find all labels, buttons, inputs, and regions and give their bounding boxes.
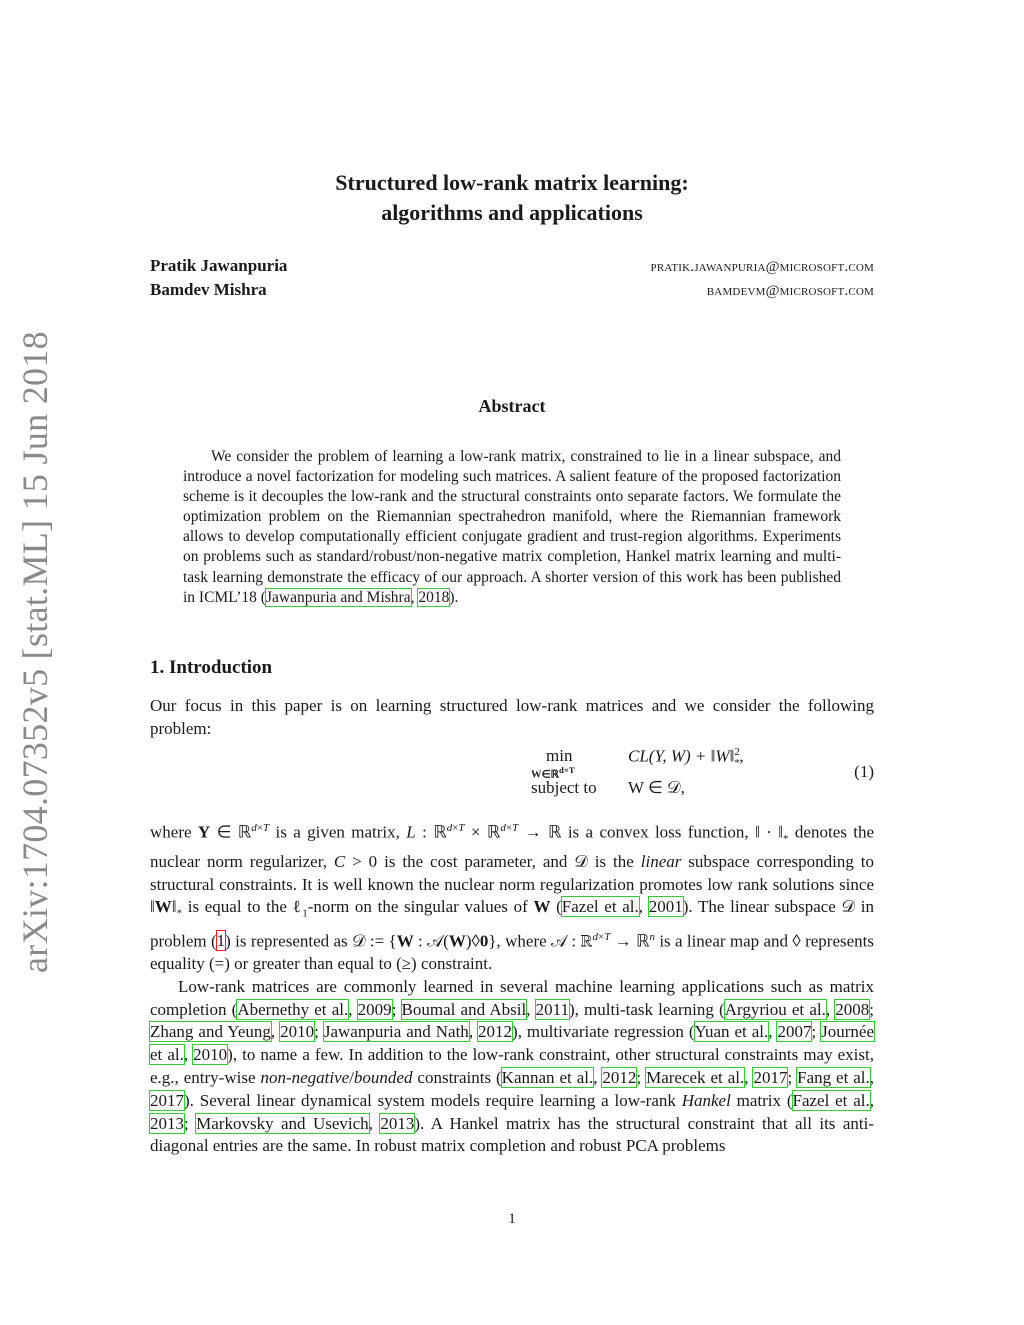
citation-link[interactable]: Yuan et al. [694, 1022, 769, 1042]
citation-year-link[interactable]: 2012 [478, 1022, 513, 1042]
citation-year-link[interactable]: 2009 [357, 999, 392, 1019]
citation-link[interactable]: Marecek et al. [646, 1068, 745, 1088]
citation-link[interactable]: Jawanpuria and Mishra [265, 588, 411, 606]
citation-link[interactable]: Fazel et al. [792, 1090, 870, 1110]
citation-link[interactable]: Boumal and Absil [401, 999, 527, 1019]
page-number: 1 [508, 1211, 516, 1227]
citation-link[interactable]: Fazel et al. [561, 897, 639, 917]
citation-year-link[interactable]: 2013 [150, 1113, 184, 1133]
citation-link[interactable]: Fang et al. [797, 1068, 870, 1088]
abstract-text: We consider the problem of learning a low-rank matrix, constrained to lie in a linear subspace, and introduce a novel factorization for modeling such matrices. A salient feature of the proposed factorization scheme is it decouples the low-rank and the structural constraints onto separate factors. We formulate the optimization problem on the Riemannian spectrahedron manifold, where the Riemannian framework allows to develop computationally efficient conjugate gradient and trust-region algorithms. Experiments on problems such as standard/robust/non-negative matrix completion, Hankel matrix learning and multi-task learning demonstrate the efficacy of our approach. A shorter version of this work has been published in ICML’18 (Jawanpuria and Mishra, 2018). [183, 448, 841, 606]
citation-year-link[interactable]: 2017 [753, 1068, 788, 1088]
citation-year-link[interactable]: 2007 [777, 1022, 812, 1042]
author-email[interactable]: pratik.jawanpuria@microsoft.com [650, 259, 874, 275]
author-row [150, 256, 874, 280]
equation-min-subscript: W∈ℝ$^{d\times T}$ [531, 765, 575, 781]
abstract-paragraph: We consider the problem of learning a low-rank matrix, constrained to lie in a linear subspace, and introduce a novel factorization for modeling such matrices. A salient feature of the proposed factorization scheme is it decouples the low-rank and the structural constraints onto separate factors. We formulate the optimization problem on the Riemannian spectrahedron manifold, where the Riemannian framework allows to develop computationally efficient conjugate gradient and trust-region algorithms. Experiments on problems such as standard/robust/non-negative matrix completion, Hankel matrix learning and multi-task learning demonstrate the efficacy of our approach. A shorter version of this work has been published in ICML’18 ( [183, 448, 841, 606]
citation-link[interactable]: Argyriou et al. [724, 999, 826, 1019]
citation-year-link[interactable]: 2012 [602, 1068, 637, 1088]
citation-year-link[interactable]: 2001 [648, 897, 683, 917]
equation-subject-to: subject to [531, 778, 597, 797]
intro-lead-paragraph: Our focus in this paper is on learning structured low-rank matrices and we consider the following problem: [150, 696, 874, 738]
citation-link[interactable]: Jawanpuria and Nath [323, 1022, 469, 1042]
citation-year-link[interactable]: 2008 [835, 999, 870, 1019]
intro-body [150, 817, 874, 1158]
intro-paragraph-1: where Y ∈ ℝ$^{d\times T}$ is a given matrix, L : ℝ$^{d\times T}$ × ℝ$^{d\times T}$ → ℝ is a convex loss function, ‖ · $‖_*$ denotes the nuclear norm regularizer, C > 0 is the cost parameter, and 𝒟 is the linear subspace corresponding to structural constraints. It is well known the nuclear norm regularization promotes low rank solutions since $‖W‖_*$ is equal to the ℓ$_1$-norm on the singular values of W (Fazel et al., 2001). The linear subspace 𝒟 in problem (1) is represented as 𝒟 := {W : 𝒜(W)◊0}, where 𝒜 : ℝ$^{d\times T}$ → ℝ$^n$ is a linear map and ◊ represents equality (=) or greater than equal to (≥) constraint. [150, 822, 875, 974]
paper-title [150, 168, 874, 228]
abstract-end: ). [449, 588, 459, 606]
author-block [150, 256, 874, 304]
equation-constraint: W ∈ 𝒟, [628, 778, 685, 797]
citation-year-link[interactable]: 2011 [535, 999, 569, 1019]
citation-link[interactable]: Kannan et al. [501, 1068, 594, 1088]
citation-year-link[interactable]: 2010 [280, 1022, 315, 1042]
section-heading-introduction: 1. Introduction [150, 657, 273, 678]
title-line-2: algorithms and applications [381, 200, 643, 225]
citation-year-link[interactable]: 2010 [193, 1045, 228, 1065]
title-line-1: Structured low-rank matrix learning: [335, 170, 689, 195]
citation-year-link[interactable]: 2017 [150, 1090, 184, 1110]
citation-year-link[interactable]: 2013 [380, 1113, 415, 1133]
intro-paragraph-2: Low-rank matrices are commonly learned in several machine learning applications such as matrix completion (Abernethy et al., 2009; Boumal and Absil, 2011), multi-task learning (Argyriou et al., 2008; Zhang and Yeung, 2010; Jawanpuria and Nath, 2012), multivariate regression (Yuan et al., 2007; Journée et al., 2010), to name a few. In addition to the low-rank constraint, other structural constraints may exist, e.g., entry-wise non-negative/bounded constraints (Kannan et al., 2012; Marecek et al., 2017; Fang et al., 2017). Several linear dynamical system models require learning a low-rank Hankel matrix (Fazel et al., 2013; Markovsky and Usevich, 2013). A Hankel matrix has the structural constraint that all its anti-diagonal entries are the same. In robust matrix completion and robust PCA problems [150, 976, 875, 1156]
arxiv-identifier: arXiv:1704.07352v5 [stat.ML] 15 Jun 2018 [15, 331, 55, 973]
equation-min: min [546, 746, 573, 765]
author-email[interactable]: bamdevm@microsoft.com [706, 283, 874, 299]
citation-year-link[interactable]: 2018 [418, 588, 450, 606]
author-name: Bamdev Mishra [150, 280, 267, 299]
author-name: Pratik Jawanpuria [150, 256, 288, 275]
equation-number: (1) [854, 762, 874, 781]
citation-link[interactable]: Zhang and Yeung [150, 1022, 271, 1042]
abstract-heading: Abstract [478, 396, 546, 416]
citation-link[interactable]: Journée et al. [150, 1022, 875, 1065]
equation-reference-link[interactable]: 1 [216, 931, 226, 951]
citation-link[interactable]: Markovsky and Usevich [196, 1113, 369, 1133]
equation-objective: CL(Y, W) + ‖W‖$^2_*$, [628, 746, 744, 770]
equation-1 [150, 743, 874, 805]
citation-link[interactable]: Abernethy et al. [237, 999, 349, 1019]
author-row [150, 280, 874, 304]
